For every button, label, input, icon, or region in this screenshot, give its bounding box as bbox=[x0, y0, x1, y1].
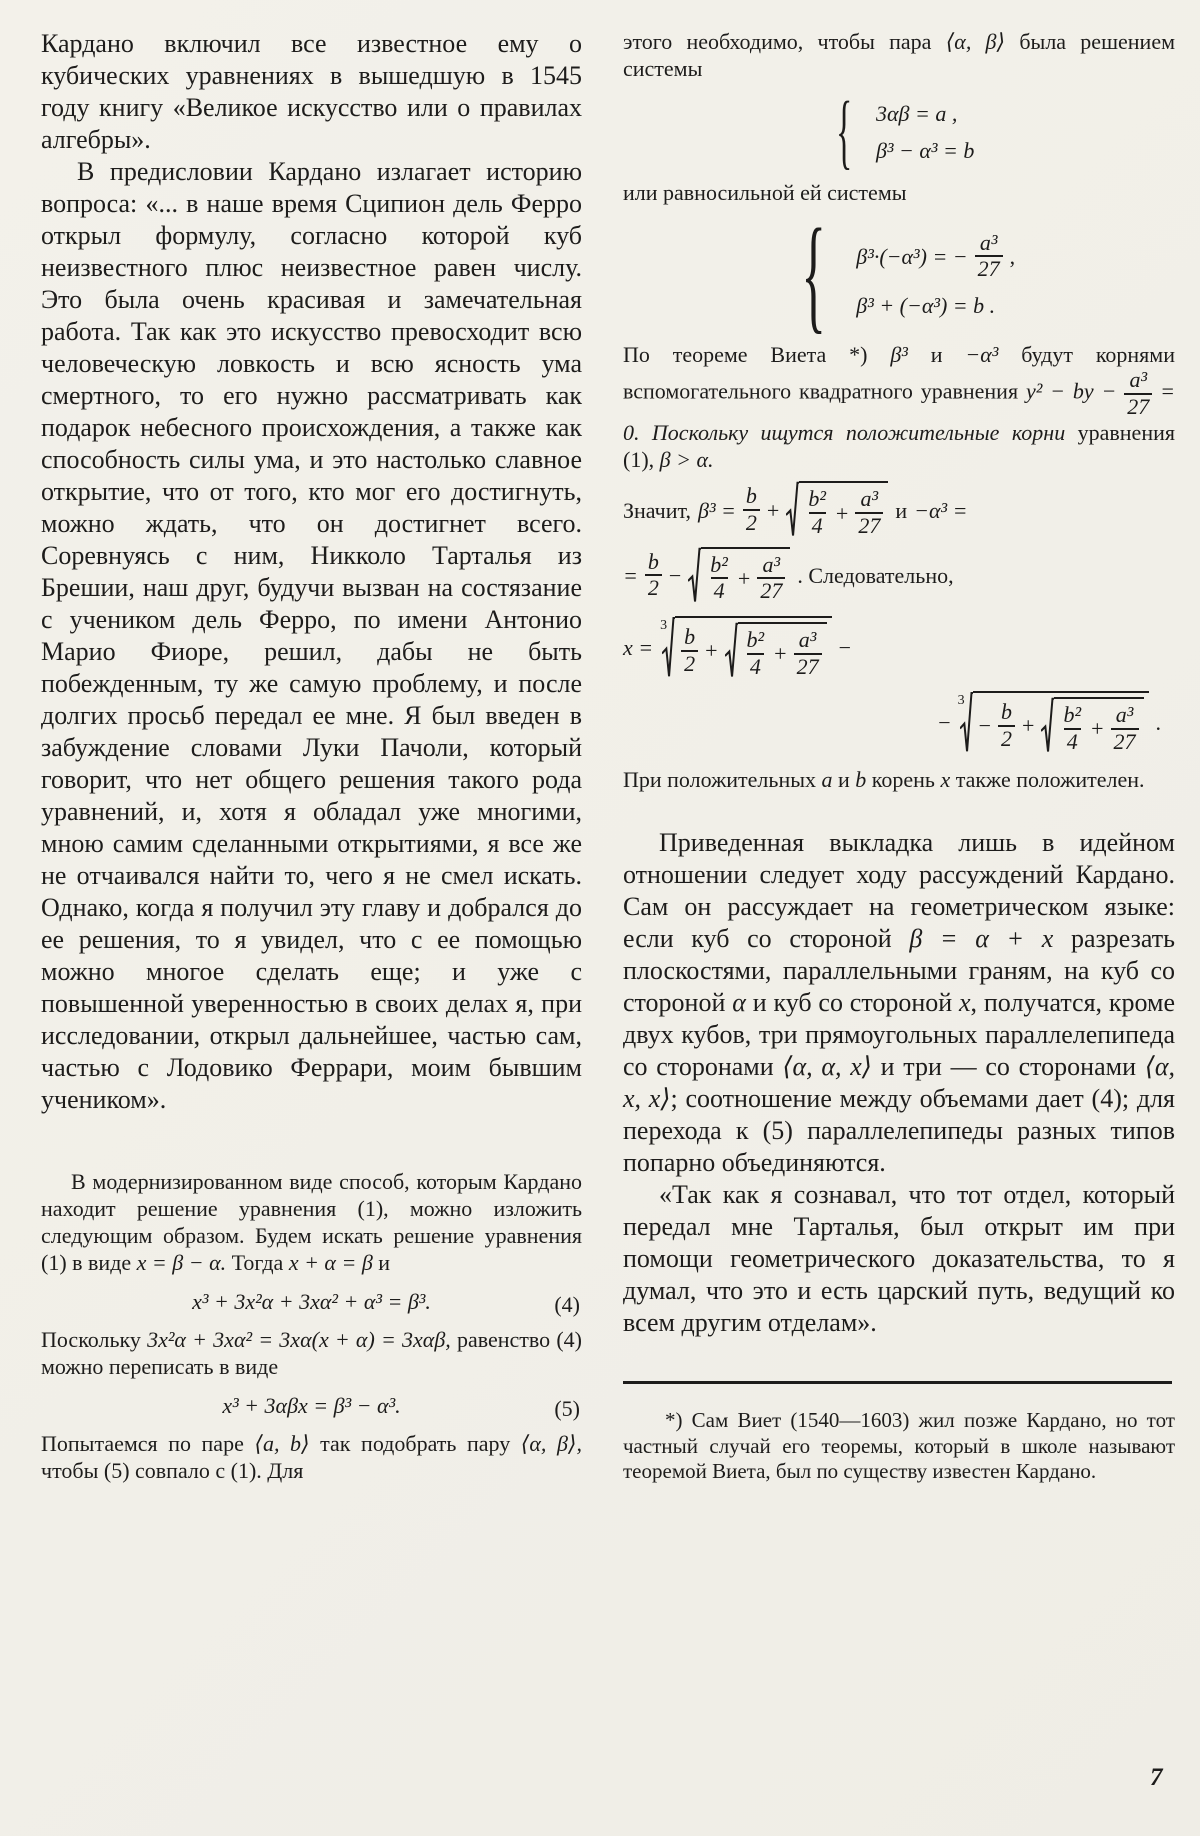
system-line bbox=[856, 231, 1015, 282]
math-inline: = 0. Поскольку ищутся bbox=[623, 378, 1175, 446]
text-run: будут корнями вспомогательного квадратного уравнения bbox=[623, 342, 1175, 404]
math-inline: ⟨a, b⟩ bbox=[254, 1431, 310, 1456]
math-inline: x = β − α. bbox=[136, 1250, 227, 1275]
text-run: равенство (4) можно переписать в виде bbox=[41, 1327, 582, 1379]
text-run: При положительных bbox=[623, 767, 822, 793]
math-inline: β³ bbox=[890, 342, 908, 368]
fraction-numerator: a³ bbox=[1129, 367, 1148, 393]
math-inline: b bbox=[855, 767, 867, 793]
system-equations bbox=[876, 100, 974, 164]
beta-cubed-formula-line-2 bbox=[623, 547, 1175, 604]
math-inline: −α³ = bbox=[914, 497, 968, 523]
text-run: этого необходимо, чтобы пара bbox=[623, 29, 946, 54]
plus-sign: + bbox=[774, 641, 787, 667]
text-run: и bbox=[895, 497, 908, 523]
plus-sign: + bbox=[1022, 713, 1035, 739]
fraction-denominator: 27 bbox=[757, 577, 785, 604]
text-run: В предисловии Кардано излагает историю вопроса: «... в наше время Сципион дель Ферро открыл формулу, согласно которой куб неизвестного плюс неизвестное равен числу. Это была очень красивая и замечательная работа. Так как это искусство превосходит всю человеческую ловкость и всю ясность ума смертного, то его нужно рассматривать как подарок небесного происхождения, а также как способность силы ума, и это настолько славное открытие, что от того, кто мог его достигнуть, можно ждать, что он достигнет всего. Соревнуясь с ним, Никколо Тарталья из Брешии, наш друг, будучи вызван на состязание с учеником дель Ферро, по имени Антонио Марио Фиоре, решил, дабы не быть побежденным, ту же самую проблему, и после долгих просьб передал ее мне. Я был введен в забуждение словами Луки Пачоли, который говорит, что нет общего решения такого рода уравнений, и, хотя я обладал уже многими, мною самим сделанными открытиями, я все же не отчаивался найти то, чего я не смел искать. Однако, когда я получил эту главу и добрался до ее решения, то я увидел, что с ее помощью можно многое сделать еще; и уже с повышенной уверенностью в своих делах я, при исследовании, открыл дальнейшее, частью сам, частью с Лодовико Феррари, моим бывшим учеником». bbox=[41, 157, 582, 1114]
text-run: и три — со сторонами bbox=[871, 1052, 1145, 1082]
text-run: и куб со стороной bbox=[745, 988, 959, 1018]
text-run: Попытаемся по паре bbox=[41, 1431, 255, 1456]
text-run: Значит, bbox=[623, 497, 691, 523]
math-inline: y² − by − bbox=[1025, 378, 1117, 404]
text-run: и bbox=[832, 767, 856, 793]
fraction-denominator: 27 bbox=[794, 653, 822, 680]
system-line: 3αβ = a , bbox=[875, 100, 958, 126]
text-run: По теореме Виета *) bbox=[623, 342, 891, 368]
fraction-numerator: b² bbox=[808, 486, 826, 512]
fraction-denominator: 27 bbox=[975, 255, 1003, 282]
main-text-block bbox=[41, 28, 582, 1116]
paragraph-poskolku bbox=[41, 1326, 582, 1380]
footnote bbox=[623, 1408, 1175, 1485]
fraction-numerator: a³ bbox=[762, 551, 781, 577]
fraction-denominator: 2 bbox=[645, 574, 662, 601]
fraction bbox=[1060, 703, 1084, 754]
small-print-block bbox=[623, 28, 1175, 793]
text-run: так подобрать пару bbox=[309, 1431, 521, 1456]
system-brace: { bbox=[835, 85, 852, 178]
radicand bbox=[973, 691, 1149, 754]
footnote-text: *) Сам Виет (1540—1603) жил позже Кардано, но тот частный случай его теоремы, который в школе называют теоремой Виета, был по существу известен Кардано. bbox=[623, 1408, 1175, 1484]
fraction-numerator: b² bbox=[710, 551, 728, 577]
fraction-numerator: b² bbox=[1063, 702, 1082, 728]
math-inline: ⟨α, β⟩ bbox=[945, 29, 1006, 54]
minus-sign: − bbox=[978, 713, 992, 739]
plus-sign: + bbox=[835, 500, 849, 526]
fraction bbox=[743, 484, 760, 535]
system-line: β³ − α³ = b bbox=[875, 137, 975, 163]
fraction-denominator: 2 bbox=[998, 725, 1015, 752]
text-run: разрезать плоскостями, параллельными граням, на куб со стороной bbox=[623, 924, 1175, 1018]
math-inline: x + α = β bbox=[288, 1250, 373, 1275]
math-inline: a bbox=[821, 767, 833, 793]
fraction-denominator: 2 bbox=[681, 650, 698, 677]
fraction-numerator: b bbox=[1001, 699, 1013, 725]
fraction-denominator: 4 bbox=[711, 577, 728, 604]
paragraph-intro bbox=[41, 28, 582, 156]
fraction bbox=[805, 487, 829, 538]
fraction-denominator: 4 bbox=[1064, 728, 1081, 755]
fraction-denominator: 4 bbox=[747, 653, 764, 680]
left-column bbox=[41, 28, 582, 1484]
text-run: Тогда bbox=[226, 1250, 289, 1275]
root-index: 3 bbox=[957, 693, 965, 709]
fraction-numerator: a³ bbox=[860, 486, 879, 512]
fraction-denominator: 27 bbox=[1124, 393, 1152, 420]
radicand bbox=[675, 616, 831, 679]
square-root bbox=[786, 481, 888, 538]
system-equations bbox=[856, 231, 1015, 319]
text-run: «Так как я сознавал, что тот отдел, который передал мне Тарталья, был открыт им при помощи геометрического доказательства, то я думал, что это и есть царский путь, ведущий ко всем другим отделам». bbox=[623, 1180, 1175, 1338]
radicand bbox=[701, 547, 790, 604]
fraction bbox=[855, 487, 883, 538]
fraction bbox=[744, 628, 768, 679]
fraction-numerator: b bbox=[647, 548, 659, 574]
cardano-formula-line-2 bbox=[623, 691, 1175, 754]
square-root bbox=[1041, 697, 1143, 754]
text-run: , bbox=[1009, 243, 1016, 269]
fraction-denominator: 4 bbox=[809, 512, 826, 539]
text-run: . bbox=[1155, 710, 1161, 736]
math-inline: 3x²α + 3xα² = 3xα(x + α) = 3xαβ, bbox=[147, 1327, 451, 1352]
math-inline: −α³ bbox=[965, 342, 999, 368]
text-run: Поскольку bbox=[41, 1327, 148, 1352]
paragraph-vieta bbox=[623, 341, 1175, 473]
equation-system-1 bbox=[623, 85, 1175, 178]
radical-sign bbox=[725, 622, 738, 679]
fraction-denominator: 27 bbox=[1111, 728, 1139, 755]
fraction-denominator: 2 bbox=[743, 509, 760, 536]
radicand bbox=[1054, 697, 1143, 754]
fraction bbox=[1124, 368, 1152, 419]
paragraph-royal-road-quote bbox=[623, 1179, 1175, 1339]
math-inline: ⟨α, α, x⟩ bbox=[782, 1052, 872, 1082]
fraction-numerator: a³ bbox=[798, 626, 817, 652]
fraction bbox=[975, 231, 1003, 282]
fraction-denominator: 27 bbox=[855, 512, 883, 539]
paragraph-geometric bbox=[623, 827, 1175, 1179]
text-run: также положителен. bbox=[950, 767, 1145, 793]
math-inline: β = α + x bbox=[909, 924, 1054, 954]
math-inline: β³ = bbox=[697, 497, 736, 523]
italic-run: положительные корни bbox=[845, 420, 1066, 446]
fraction-numerator: b bbox=[745, 483, 757, 509]
minus-sign: − bbox=[668, 562, 682, 588]
math-inline: x bbox=[940, 767, 951, 793]
fraction-numerator: a³ bbox=[1115, 702, 1134, 728]
math-inline: β > α. bbox=[659, 447, 714, 473]
plus-sign: + bbox=[737, 565, 751, 591]
radicand bbox=[799, 481, 888, 538]
fraction bbox=[681, 625, 698, 676]
system-line: β³ + (−α³) = b . bbox=[856, 292, 996, 318]
math-inline: ⟨α, x, x⟩ bbox=[623, 1052, 1176, 1114]
fraction bbox=[1111, 703, 1139, 754]
page-number: 7 bbox=[1150, 1764, 1163, 1791]
minus-sign: − bbox=[838, 635, 851, 661]
fraction bbox=[645, 550, 662, 601]
plus-sign: + bbox=[705, 638, 718, 664]
equation-5 bbox=[41, 1391, 582, 1421]
fraction-numerator: b² bbox=[746, 626, 765, 652]
system-brace: { bbox=[801, 203, 826, 346]
equation-4 bbox=[41, 1287, 582, 1317]
text-run: чтобы (5) совпало с (1). Для bbox=[41, 1458, 304, 1483]
beta-cubed-formula-line-1 bbox=[623, 481, 1175, 538]
main-text-block-right bbox=[623, 827, 1175, 1339]
modernized-method-section bbox=[41, 1168, 582, 1484]
paragraph-pairs bbox=[41, 1430, 582, 1484]
footnote-rule bbox=[623, 1381, 1172, 1384]
text-run: , получатся, кроме двух кубов, три прямоугольных параллелепипеда со сторонами bbox=[623, 988, 1175, 1082]
fraction bbox=[998, 700, 1015, 751]
text-run: Кардано включил все известное ему о кубических уравнениях в вышедшую в 1545 году книгу «Великое искусство или о правилах алгебры». bbox=[41, 29, 582, 154]
text-run: и bbox=[907, 342, 966, 368]
radical-sign bbox=[786, 481, 799, 538]
text-run: Приведенная выкладка лишь в идейном отношении следует ходу рассуждений Кардано. Сам он рассуждает на геометрическом языке: если куб со стороной bbox=[623, 828, 1175, 954]
text-run: уравнения (1), bbox=[623, 420, 1175, 473]
math-inline: β³·(−α³) = − bbox=[856, 243, 968, 269]
cube-root bbox=[660, 616, 831, 679]
math-inline: α bbox=[732, 988, 746, 1018]
radical-sign bbox=[688, 547, 701, 604]
cube-root bbox=[958, 691, 1149, 754]
math-inline: ⟨α, β⟩, bbox=[520, 1431, 582, 1456]
plus-sign: + bbox=[766, 497, 780, 523]
cardano-formula-line-1 bbox=[623, 616, 1175, 679]
text-run: ; соотношение между объемами дает (4); для перехода к (5) параллелепипеды разных типов попарно объединяются. bbox=[623, 1084, 1175, 1178]
radical-sign bbox=[1041, 697, 1054, 754]
fraction bbox=[707, 553, 731, 604]
minus-sign: − bbox=[938, 710, 951, 736]
fraction bbox=[757, 553, 785, 604]
equals-sign: = bbox=[623, 562, 638, 588]
equation-body: x³ + 3αβx = β³ − α³. bbox=[222, 1393, 401, 1418]
math-inline: x bbox=[959, 988, 971, 1018]
right-column bbox=[623, 28, 1175, 1485]
text-run: и bbox=[372, 1250, 391, 1275]
paragraph-positive-root bbox=[623, 766, 1175, 793]
paragraph-equivalent-system bbox=[623, 179, 1175, 206]
paragraph-system-intro bbox=[623, 28, 1175, 82]
equation-tag: (4) bbox=[554, 1292, 580, 1317]
fraction-numerator: a³ bbox=[979, 229, 998, 255]
radicand bbox=[738, 622, 827, 679]
square-root bbox=[688, 547, 790, 604]
square-root bbox=[725, 622, 827, 679]
fraction bbox=[794, 628, 822, 679]
root-index: 3 bbox=[660, 617, 668, 633]
paragraph-cardano-quote bbox=[41, 156, 582, 1116]
equation-tag: (5) bbox=[554, 1396, 580, 1421]
text-run: корень bbox=[866, 767, 941, 793]
text-run: была решением системы bbox=[623, 29, 1176, 81]
plus-sign: + bbox=[1091, 716, 1104, 742]
text-run: или равносильной ей системы bbox=[623, 180, 907, 206]
text-run: . Следовательно, bbox=[797, 562, 954, 588]
math-inline: x = bbox=[623, 635, 654, 661]
equation-system-2 bbox=[623, 203, 1175, 346]
text-run: В модернизированном виде способ, которым Кардано находит решение уравнения (1), можно изложить следующим образом. Будем искать решение уравнения (1) в виде bbox=[41, 1169, 582, 1275]
fraction-numerator: b bbox=[684, 623, 696, 649]
equation-body: x³ + 3x²α + 3xα² + α³ = β³. bbox=[192, 1289, 431, 1314]
paragraph-method bbox=[41, 1168, 582, 1276]
